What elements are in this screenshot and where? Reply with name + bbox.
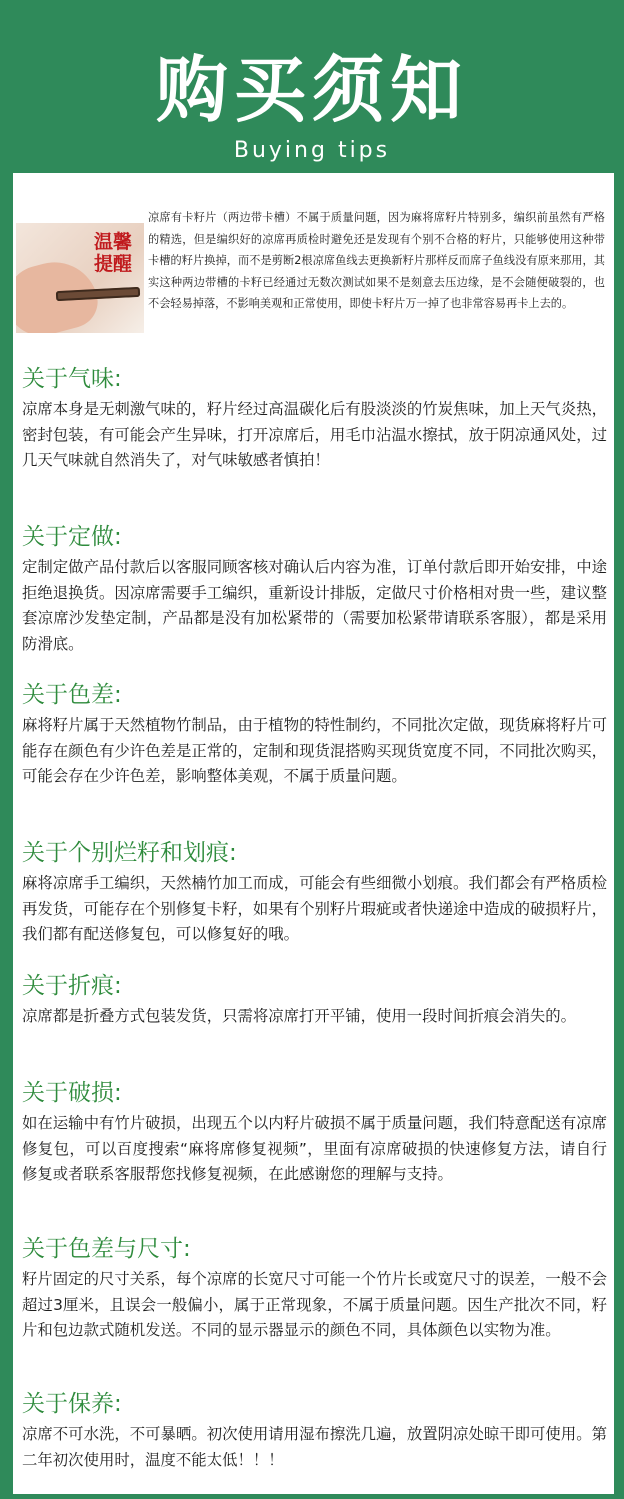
section-title: 关于定做:: [22, 524, 122, 550]
section-scratches: [22, 837, 607, 948]
section-title: 关于保养:: [22, 1391, 122, 1417]
section-body: 麻将凉席手工编织，天然楠竹加工而成，可能会有些细微小划痕。我们都会有严格质检再发货，可能存在个别修复卡籽，如果有个别籽片瑕疵或者快递途中造成的破损籽片，我们都有配送修复包，可以修复好的哦。: [22, 874, 607, 944]
notice-text: 凉席有卡籽片（两边带卡槽）不属于质量问题，因为麻将席籽片特别多，编织前虽然有严格的精选，但是编织好的凉席再质检时避免还是发现有个别不合格的籽片，只能够使用这种带卡槽的籽片换掉，而不是剪断2根凉席鱼线去更换新籽片那样反而席子鱼线没有原来那用，其实这种两边带槽的卡籽已经通过无数次测试如果不是刻意去压边缘，是不会随便破裂的，也不会轻易掉落，不影响美观和正常使用，即使卡籽片万一掉了也非常容易再卡上去的。: [148, 211, 605, 310]
stamp-line-2: 提醒: [94, 253, 133, 275]
section-custom: [22, 521, 607, 658]
section-title: 关于折痕:: [22, 973, 122, 999]
section-body: 定制定做产品付款后以客服同顾客核对确认后内容为准，订单付款后即开始安排，中途拒绝退换货。因凉席需要手工编织，重新设计排版，定做尺寸价格相对贵一些，建议整套凉席沙发垫定制，产品都是没有加松紧带的（需要加松紧带请联系客服），都是采用防滑底。: [22, 558, 607, 654]
section-body: 凉席不可水洗，不可暴晒。初次使用请用湿布擦洗几遍，放置阴凉处晾干即可使用。第二年初次使用时，温度不能太低！！！: [22, 1425, 607, 1469]
section-damage: [22, 1077, 607, 1188]
page-subtitle: Buying tips: [233, 138, 391, 163]
section-title: 关于破损:: [22, 1080, 122, 1106]
section-body: 凉席本身是无刺激气味的，籽片经过高温碳化后有股淡淡的竹炭焦味，加上天气炎热，密封包装，有可能会产生异味，打开凉席后，用毛巾沾温水擦拭，放于阴凉通风处，过几天气味就自然消失了，对气味敏感者慎拍！: [22, 400, 607, 470]
section-body: 凉席都是折叠方式包装发货，只需将凉席打开平铺，使用一段时间折痕会消失的。: [22, 1007, 577, 1025]
section-size: [22, 1233, 607, 1344]
section-title: 关于色差:: [22, 682, 122, 708]
stamp-line-1: 温馨: [94, 231, 133, 253]
section-title: 关于气味:: [22, 366, 122, 392]
header-banner: [0, 0, 624, 172]
section-title: 关于色差与尺寸:: [22, 1236, 191, 1262]
section-color: [22, 679, 607, 790]
section-creases: [22, 970, 607, 1030]
reminder-stamp: [94, 231, 144, 275]
section-body: 籽片固定的尺寸关系，每个凉席的长宽尺寸可能一个竹片长或宽尺寸的误差，一般不会超过3厘米，且误会一般偏小，属于正常现象，不属于质量问题。因生产批次不同，籽片和包边款式随机发送。不同的显示器显示的颜色不同，具体颜色以实物为准。: [22, 1270, 607, 1340]
section-body: 如在运输中有竹片破损，出现五个以内籽片破损不属于质量问题，我们特意配送有凉席修复包，可以百度搜索“麻将席修复视频”，里面有凉席破损的快速修复方法，请自行修复或者联系客服帮您找修复视频，在此感谢您的理解与支持。: [22, 1114, 607, 1184]
section-odor: [22, 363, 607, 474]
content-panel: [13, 173, 614, 1494]
notice-block: [13, 173, 614, 351]
section-body: 麻将籽片属于天然植物竹制品，由于植物的特性制约，不同批次定做，现货麻将籽片可能存在颜色有少许色差是正常的，定制和现货混搭购买现货宽度不同，不同批次购买，可能会存在少许色差，影响整体美观，不属于质量问题。: [22, 716, 607, 786]
section-care: [22, 1388, 607, 1473]
product-photo: [16, 223, 144, 333]
page-title: 购买须知: [155, 48, 468, 132]
section-title: 关于个别烂籽和划痕:: [22, 840, 237, 866]
